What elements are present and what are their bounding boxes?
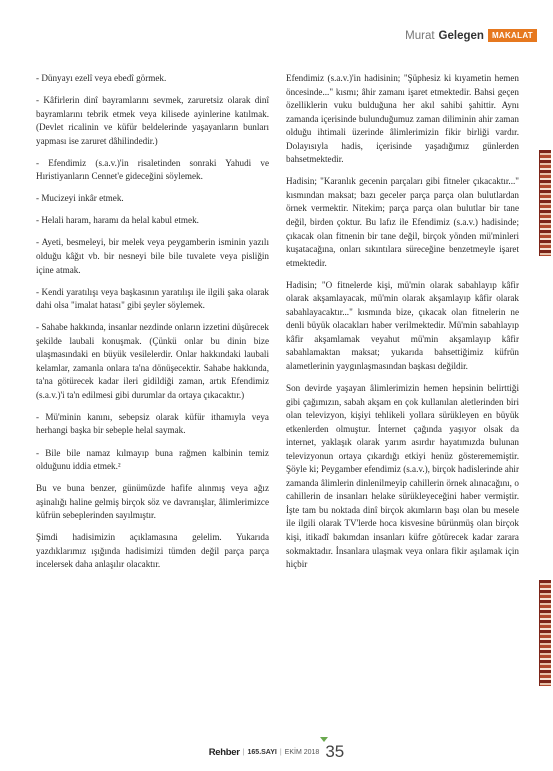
- paragraph: - Dünyayı ezelî veya ebedî görmek.: [36, 73, 167, 83]
- paragraph: Hadisin; "O fitnelerde kişi, mü'min olarak sabahlayıp kâfir olarak akşamlayacak, mü'min olarak akşamlayıp kâfir olarak sabahlayacaktır..." kısmında bize, çıkacak olan fitnelerin ne denli büyük olacakları haber verilmektedir. Mü'min sabahlayıp kâfir akşamlamak veyahut mü'min akşamlayıp kâfir sabahlamaktan maksat; yukarıda bahsettiğimiz küfrün alametlerinin yaygınlaşmasından başkası değildir.: [286, 279, 519, 371]
- author-first-name: Murat: [405, 29, 435, 42]
- issue-date: EKİM 2018: [284, 749, 320, 756]
- magazine-logo: Rehber: [208, 747, 240, 758]
- left-column: [36, 72, 269, 580]
- paragraph: Bu ve buna benzer, günümüzde hafife alınmış veya ağız aşinalığı haline gelmiş birçok söz ve davranışlar, âlimlerimizce küfrün sebeplerinden sayılmıştır.: [36, 483, 269, 521]
- page-number-block: [325, 742, 344, 762]
- paragraph: - Bile bile namaz kılmayıp buna rağmen kalbinin temiz olduğunu iddia etmek.²: [36, 447, 269, 472]
- paragraph: Şimdi hadisimizin açıklamasına gelelim. Yukarıda yazdıklarımız ışığında hadisimizi tümden değil parça parça incelersek daha anlaşılır olacaktır.: [36, 532, 269, 570]
- paragraph: - Kendi yaratılışı veya başkasının yaratılışı ile ilgili şaka olarak dahi olsa "imalat hatası" gibi şeyler söylemek.: [36, 286, 269, 311]
- paragraph: Efendimiz (s.a.v.)'in hadisinin; "Şüphesiz ki kıyametin hemen öncesinde..." kısmı; âhir zamanı işaret etmektedir. Bahsi geçen özelliklerin vuku bulduğuna her akıl sahibi şahittir. Aynı zamanda içerisinde bulunduğumuz zaman diliminin ahir zaman olduğu ihtimali üzerinde âlimlerimizin fikir birliği vardır. Dolayısıyla hadis, içerisinde yaşadığımız günlerden bahsetmektedir.: [286, 73, 519, 165]
- page-number: 35: [325, 742, 345, 761]
- paragraph: - Kâfirlerin dinî bayramlarını sevmek, zaruretsiz olarak dinî bayramlarını tebrik etmek veya kilisede ayinlerine katılmak. (Devlet ricalinin ve küfür beldelerinde yaşayanların bunları yapması ise zaruret dâhilindedir.): [36, 95, 269, 146]
- paragraph: - Mucizeyi inkâr etmek.: [36, 193, 124, 204]
- side-ornament-bottom: [539, 580, 551, 686]
- side-ornament-top: [539, 150, 551, 256]
- triangle-icon: [320, 737, 328, 742]
- paragraph: - Ayeti, besmeleyi, bir melek veya peygamberin isminin yazılı olduğu kâğıt vb. bir nesneyi bile bile tuvalete veya pisliğin içine atmak.: [36, 237, 269, 275]
- separator: |: [279, 749, 282, 756]
- paragraph: - Mü'minin kanını, sebepsiz olarak küfür ithamıyla veya herhangi başka bir sebeple helal saymak.: [36, 411, 269, 436]
- page-header: [405, 29, 537, 42]
- footer-meta: [209, 747, 320, 758]
- author-last-name: Gelegen: [438, 29, 484, 42]
- paragraph: Son devirde yaşayan âlimlerimizin hemen hepsinin belirttiği gibi çağımızın, sabah akşam en çok kullanılan aletlerinden biri olan televizyon, kişiyi tehlikeli yollara sürükleyen en büyük etkenlerden olmuştur. İnternet çağında yaşıyor olsak da internet, yaklaşık olarak yarım asırdır hayatımızda bulunan televizyonun ortaya çıkardığı etkiyi henüz gösterememiştir. Şöyle ki; Peygamber efendimiz (s.a.v.), birçok hadislerinde ahir zamanda âlimlerin dinlenilmeyip cahillerin örnek alınacağını, o cahillerin de insanları helake sürükleyeceğini haber vermiştir. İşte tam bu noktada dinî birçok akımların başı olan bu mesele ile ilgili olarak TV'lerde hoca kisvesine bürünmüş olan birçok kişi, itikadî bakımdan insanları küfre götürecek kadar zarara sokmaktadır. İnsanlara ulaşmak veya onlara fikir aşılamak için hiçbir: [286, 382, 519, 570]
- page-footer: [0, 742, 553, 762]
- paragraph: - Efendimiz (s.a.v.)'in risaletinden sonraki Yahudi ve Hıristiyanların Cennet'e gideceğini söylemek.: [36, 157, 269, 182]
- right-column: [286, 72, 519, 580]
- issue-number: 165.SAYI: [247, 749, 277, 756]
- paragraph: - Helali haram, haramı da helal kabul etmek.: [36, 215, 199, 226]
- section-badge: MAKALAT: [488, 29, 537, 42]
- separator: |: [242, 749, 245, 756]
- paragraph: Hadisin; "Karanlık gecenin parçaları gibi fitneler çıkacaktır..." kısmından maksat; bazı geceler parça parça olan bulutlardan örnek vermektir. Nitekim; parça parça olan bulutlar bir tane değil, birden çoktur. Bu lafız ile Efendimiz (s.a.v.) hadisinde; çıkacak olan fitnenin bir tane değil, birçok yönden mü'minleri kuşatacağına, onları sıkıntılara süreceğine benzetmeyle işaret etmektedir.: [286, 176, 519, 268]
- paragraph: - Sahabe hakkında, insanlar nezdinde onların izzetini düşürecek şekilde laubali konuşmak. (Çünkü onlar bu dinin bize ulaşmasındaki en büyük vesilelerdir. Onlar hakkındaki laubali kelamlar, zamanla onlara ta'na dönüşecektir. Sahabe hakkında, ta'na götürecek kadar ileri gidildiği zaman, artık Efendimiz (s.a.v.)'i ta'n edilmesi gibi durumlar da ortaya çıkacaktır.): [36, 322, 269, 400]
